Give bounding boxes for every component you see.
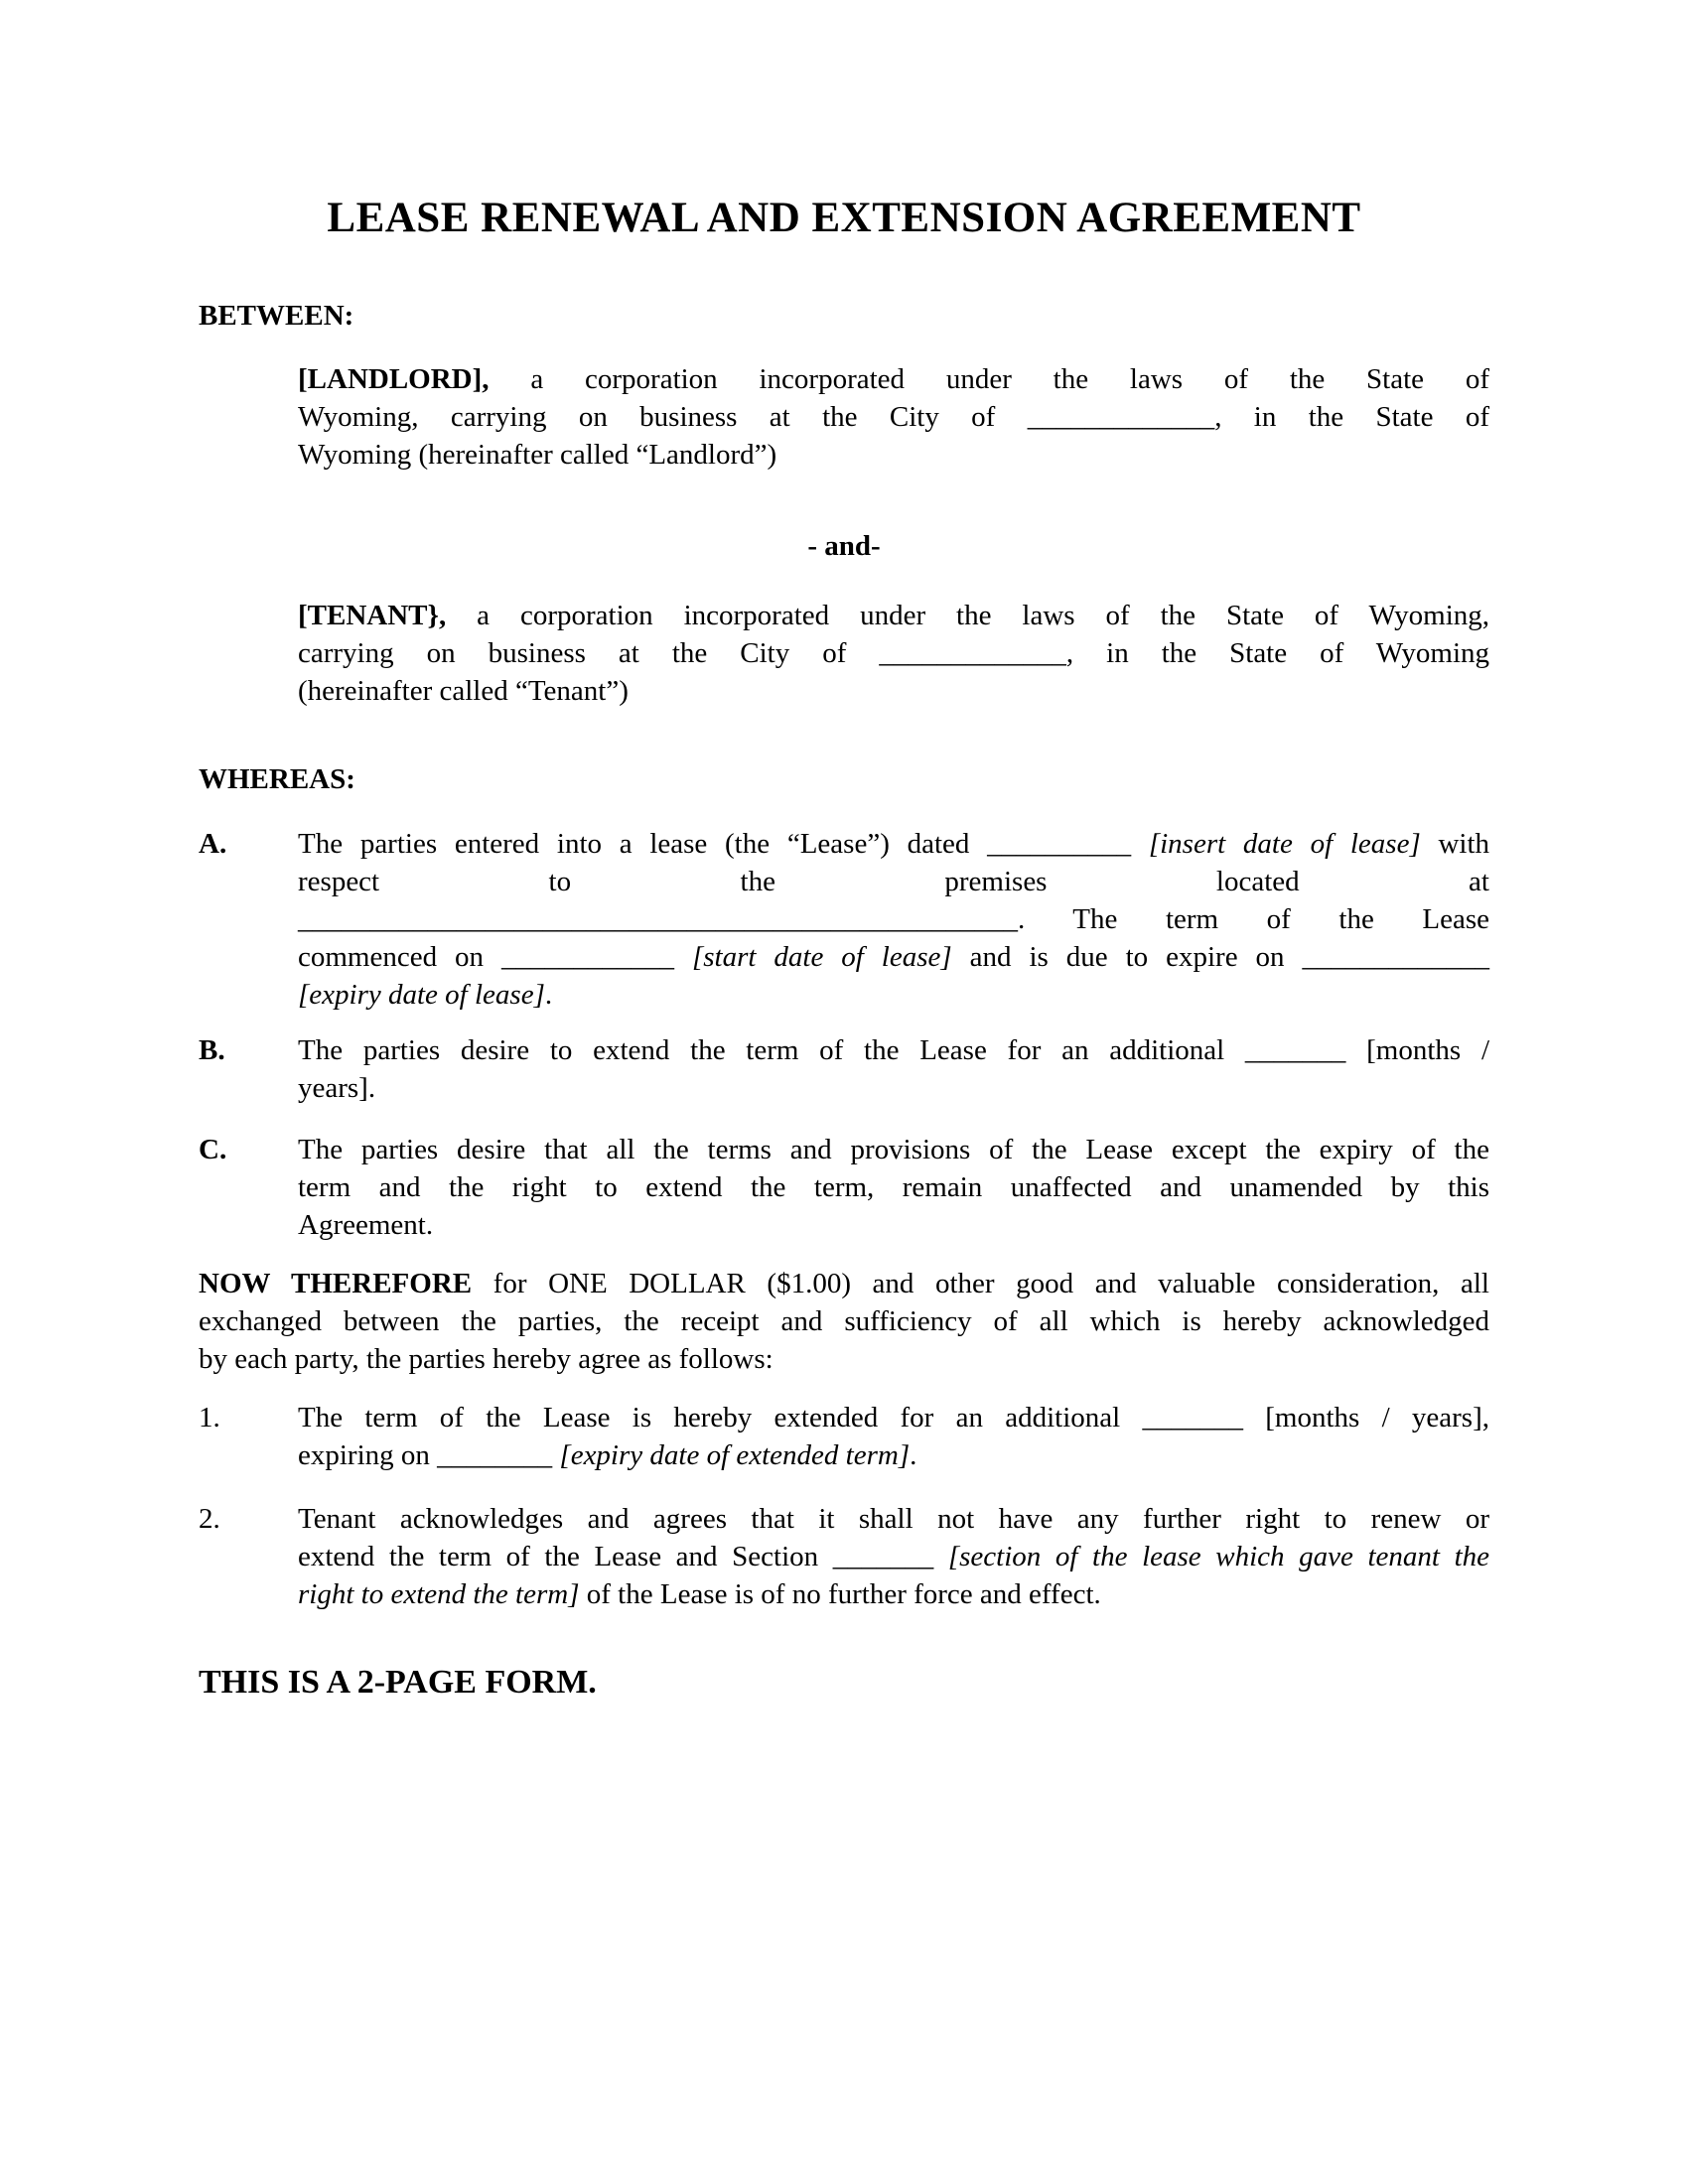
whereas-label: WHEREAS:: [199, 763, 355, 795]
text-segment: The parties desire that all the terms and provisions of the Lease except the expiry of the: [298, 1134, 1489, 1165]
clause-1-label: 1.: [199, 1402, 220, 1433]
text-line: [298, 976, 1489, 1014]
tenant-paragraph: [298, 597, 1489, 710]
recital-b-label: B.: [199, 1034, 225, 1066]
recital-c-text: [298, 1131, 1489, 1244]
text-segment: [start date of lease]: [691, 941, 952, 973]
blank-extended-length: _______: [1142, 1402, 1243, 1433]
text-segment: [months /: [1345, 1034, 1489, 1066]
document-title: LEASE RENEWAL AND EXTENSION AGREEMENT: [327, 195, 1361, 241]
text-segment: with: [1420, 828, 1490, 860]
text-segment: a corporation incorporated under the laws of the State of Wyoming,: [446, 600, 1489, 631]
text-line: [298, 863, 1489, 900]
page-count-note: THIS IS A 2-PAGE FORM.: [199, 1664, 597, 1701]
text-segment: right to extend the term]: [298, 1578, 580, 1610]
text-line: [298, 360, 1489, 398]
text-segment: [insert date of lease]: [1148, 828, 1421, 860]
text-segment: for ONE DOLLAR ($1.00) and other good and valuable consideration, all: [472, 1268, 1489, 1299]
text-line: [298, 1500, 1489, 1538]
text-segment: , in the State of: [1214, 401, 1489, 433]
now-therefore-paragraph: [199, 1265, 1489, 1378]
text-segment: expiring on: [298, 1439, 438, 1471]
text-segment: .: [544, 979, 553, 1011]
text-segment: respect to the premises located at: [298, 866, 1489, 897]
text-segment: exchanged between the parties, the receipt and sufficiency of all which is hereby acknowledged: [199, 1305, 1489, 1337]
blank-expiry-date: _____________: [1302, 941, 1489, 973]
blank-landlord-city: _____________: [1027, 401, 1215, 433]
recital-a-label: A.: [199, 828, 227, 860]
clause-2: [199, 1500, 1489, 1613]
text-segment: NOW THEREFORE: [199, 1268, 473, 1299]
text-line: [298, 1168, 1489, 1206]
text-line: [199, 1265, 1489, 1302]
text-line: [298, 1031, 1489, 1069]
recital-b: [199, 1031, 1489, 1107]
text-segment: . The term of the Lease: [1018, 903, 1489, 935]
blank-tenant-city: _____________: [879, 637, 1066, 669]
blank-extension-length: _______: [1244, 1034, 1346, 1066]
text-line: [298, 900, 1489, 938]
recital-a-text: [298, 825, 1489, 1014]
text-line: [298, 1575, 1489, 1613]
text-segment: [933, 1541, 948, 1572]
text-segment: Wyoming, carrying on business at the City of: [298, 401, 1028, 433]
text-segment: Agreement.: [298, 1209, 434, 1241]
text-segment: [TENANT},: [298, 600, 447, 631]
text-segment: Tenant acknowledges and agrees that it shall not have any further right to renew or: [298, 1503, 1489, 1535]
text-line: [298, 436, 1489, 474]
recital-c-label: C.: [199, 1134, 227, 1165]
text-segment: [674, 941, 692, 973]
blank-premises-address: __________________________________________________: [298, 903, 1018, 935]
text-line: [298, 1436, 1489, 1474]
text-segment: and is due to expire on: [951, 941, 1303, 973]
text-segment: years].: [298, 1072, 376, 1104]
text-segment: .: [910, 1439, 917, 1471]
text-segment: [section of the lease which gave tenant the: [947, 1541, 1489, 1572]
text-segment: (hereinafter called “Tenant”): [298, 675, 629, 707]
text-segment: The parties desire to extend the term of the Lease for an additional: [298, 1034, 1245, 1066]
text-line: [298, 1131, 1489, 1168]
text-segment: extend the term of the Lease and Section: [298, 1541, 833, 1572]
recital-c: [199, 1131, 1489, 1244]
text-line: [199, 1302, 1489, 1340]
clause-1: [199, 1399, 1489, 1474]
text-line: [298, 597, 1489, 634]
text-line: [298, 825, 1489, 863]
recital-a: [199, 825, 1489, 1014]
text-segment: [expiry date of extended term]: [559, 1439, 911, 1471]
text-line: [298, 1069, 1489, 1107]
text-segment: carrying on business at the City of: [298, 637, 880, 669]
text-segment: Wyoming (hereinafter called “Landlord”): [298, 439, 777, 471]
text-segment: commenced on: [298, 941, 502, 973]
text-line: [199, 1340, 1489, 1378]
and-separator: - and-: [807, 530, 881, 562]
between-label: BETWEEN:: [199, 300, 354, 332]
landlord-paragraph: [298, 360, 1489, 474]
text-segment: a corporation incorporated under the laws of the State of: [489, 363, 1489, 395]
text-segment: [months / years],: [1242, 1402, 1489, 1433]
clause-2-text: [298, 1500, 1489, 1613]
clause-2-label: 2.: [199, 1503, 220, 1535]
text-line: [298, 1538, 1489, 1575]
text-segment: term and the right to extend the term, remain unaffected and unamended by this: [298, 1171, 1489, 1203]
clause-1-text: [298, 1399, 1489, 1474]
text-segment: by each party, the parties hereby agree as follows:: [199, 1343, 774, 1375]
text-segment: The parties entered into a lease (the “Lease”) dated: [298, 828, 988, 860]
text-segment: [1131, 828, 1149, 860]
text-segment: , in the State of Wyoming: [1065, 637, 1489, 669]
text-segment: The term of the Lease is hereby extended for an additional: [298, 1402, 1143, 1433]
text-line: [298, 672, 1489, 710]
text-segment: of the Lease is of no further force and effect.: [579, 1578, 1101, 1610]
blank-start-date: ____________: [501, 941, 675, 973]
text-segment: [expiry date of lease]: [298, 979, 545, 1011]
text-segment: [LANDLORD],: [298, 363, 490, 395]
blank-date-of-lease: __________: [987, 828, 1132, 860]
blank-extended-expiry: ________: [437, 1439, 553, 1471]
blank-section-number: _______: [832, 1541, 934, 1572]
text-line: [298, 938, 1489, 976]
text-line: [298, 1206, 1489, 1244]
recital-b-text: [298, 1031, 1489, 1107]
text-line: [298, 634, 1489, 672]
text-line: [298, 398, 1489, 436]
text-line: [298, 1399, 1489, 1436]
